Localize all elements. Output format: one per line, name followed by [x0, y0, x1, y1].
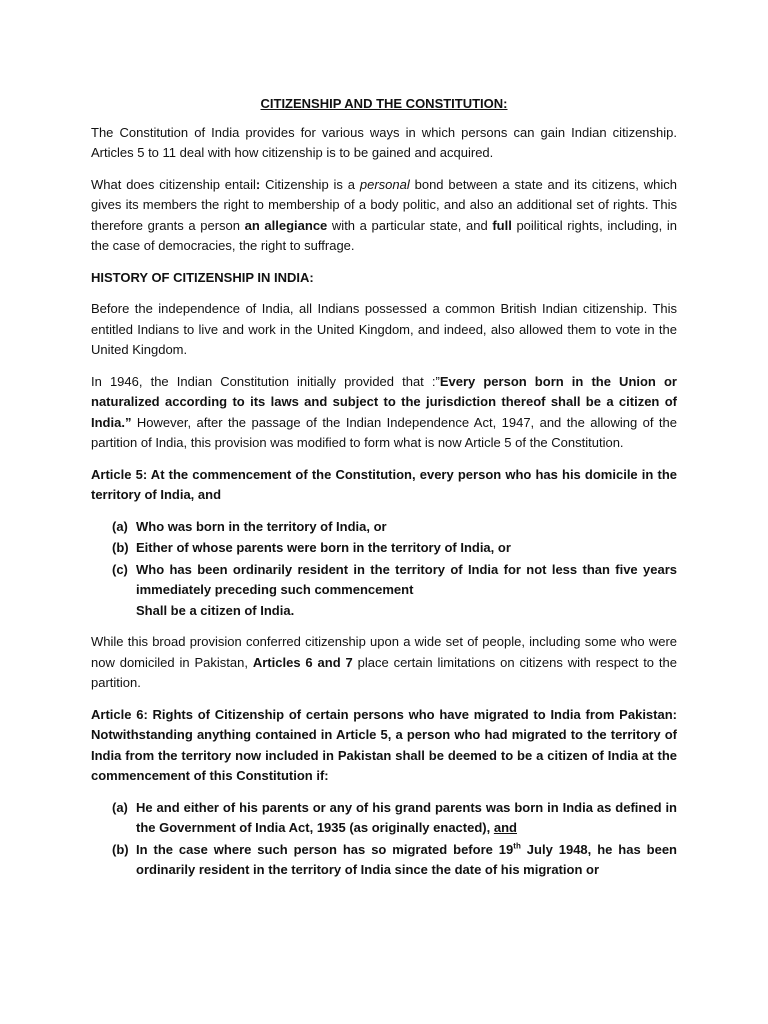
p1946-quote: Every person born in the Union or naturalized according to its laws and subject to the jurisdiction thereof shall be a citizen of India.” — [91, 373, 677, 430]
broad-articles: Articles 6 and 7 — [252, 654, 353, 670]
article-6-heading: Article 6: Rights of Citizenship of certain persons who have migrated to India from Pakistan: Notwithstanding anything contained in Article 5, a person who had migrated to the territory of India from the territory now included in Pakistan shall be deemed to be a citizen of India at the commencement of this Constitution if: — [91, 706, 677, 783]
article-6-clauses — [91, 798, 677, 881]
clause-marker: (b) — [112, 540, 129, 555]
clause-text-group — [136, 798, 677, 839]
entail-text-4: poilitical rights, including, in the case of democracies, the right to suffrage. — [91, 217, 677, 253]
broad-text-2: place certain limitations on citizens with respect to the partition. — [91, 654, 677, 690]
paragraph-1946 — [91, 372, 677, 454]
clause-marker: (a) — [112, 799, 128, 815]
broad-provision-paragraph — [91, 632, 677, 694]
clause-text-group — [136, 560, 677, 622]
entail-text-1: Citizenship is a — [265, 176, 360, 192]
entail-full: full — [492, 217, 512, 233]
clause-text-rest: July 1948, he has been ordinarily resident in the territory of India since the date of his migration or — [136, 841, 677, 877]
article-5-clauses — [91, 517, 677, 622]
entail-allegiance: an allegiance — [244, 217, 328, 233]
broad-text-1: While this broad provision conferred citizenship upon a wide set of people, including some who were now domiciled in Pakistan, — [91, 634, 677, 670]
list-item — [91, 840, 677, 881]
p1946-lead: In 1946, the Indian Constitution initially provided that :” — [91, 373, 440, 389]
citizenship-entail-paragraph — [91, 175, 677, 257]
clause-text: In the case where such person has so migrated before 19 — [136, 841, 514, 857]
entail-colon: : — [255, 176, 266, 192]
list-item — [91, 538, 677, 559]
ordinal-suffix: th — [513, 841, 521, 851]
clause-text: Either of whose parents were born in the territory of India, or — [136, 540, 511, 555]
clause-text: Who was born in the territory of India, or — [136, 518, 387, 534]
entail-text-3: with a particular state, and — [327, 217, 493, 233]
list-item — [91, 798, 677, 839]
history-paragraph: Before the independence of India, all Indians possessed a common British Indian citizenship. This entitled Indians to live and work in the United Kingdom, and indeed, also allowed them to vote in the United Kingdom. — [91, 301, 677, 357]
clause-text: Who has been ordinarily resident in the territory of India for not less than five years immediately preceding such commencement — [136, 561, 677, 597]
clause-marker: (b) — [112, 841, 129, 857]
clause-marker: (a) — [112, 518, 128, 534]
clause-marker: (c) — [112, 561, 128, 577]
clause-and-underlined: and — [493, 820, 517, 835]
p1946-rest: However, after the passage of the Indian Independence Act, 1947, and the allowing of the partition of India, this provision was modified to form what is now Article 5 of the Constitution. — [91, 414, 677, 450]
list-item — [91, 517, 677, 538]
article-5-closing: Shall be a citizen of India. — [136, 602, 295, 618]
clause-text-group — [136, 840, 677, 881]
intro-paragraph: The Constitution of India provides for various ways in which persons can gain Indian citizenship. Articles 5 to 11 deal with how citizenship is to be gained and acquired. — [91, 124, 677, 160]
list-item — [91, 560, 677, 622]
clause-text: He and either of his parents or any of his grand parents was born in India as defined in the Government of India Act, 1935 (as originally enacted), — [136, 799, 677, 835]
entail-lead: What does citizenship entail — [91, 176, 256, 192]
entail-text-2: bond between a state and its citizens, which gives its members the right to membership of a body politic, and also an additional set of rights. This therefore grants a person — [91, 176, 677, 233]
document-title: CITIZENSHIP AND THE CONSTITUTION: — [260, 96, 508, 111]
entail-personal: personal — [359, 176, 410, 192]
article-5-heading: Article 5: At the commencement of the Constitution, every person who has his domicile in the territory of India, and — [91, 466, 677, 502]
history-heading: HISTORY OF CITIZENSHIP IN INDIA: — [91, 269, 314, 285]
